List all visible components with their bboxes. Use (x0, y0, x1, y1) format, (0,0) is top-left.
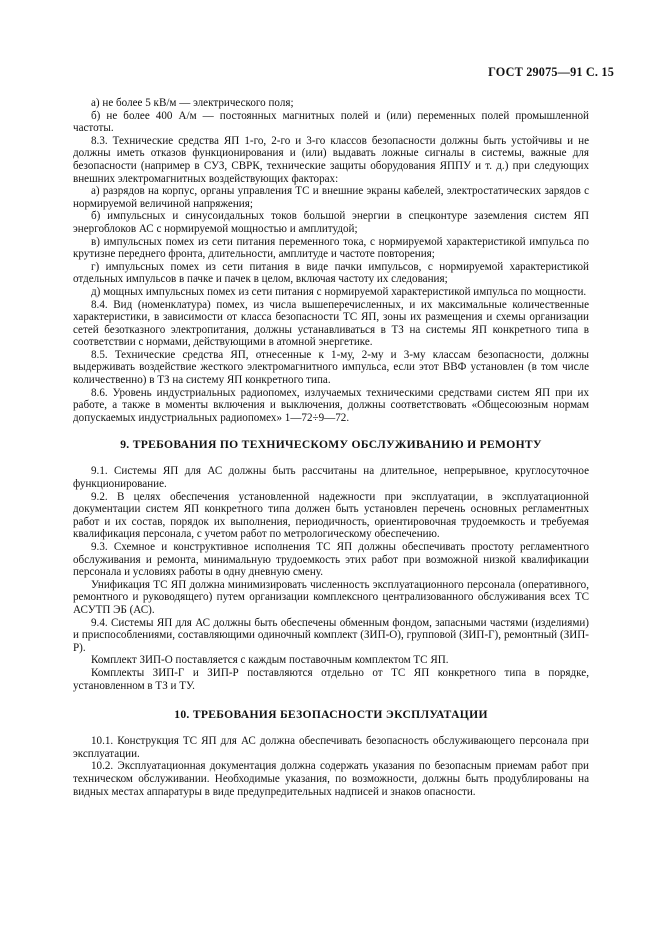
paragraph-8-4: 8.4. Вид (номенклатура) помех, из числа вышеперечисленных, и их максимальные количественные характеристики, в зависимости от класса безопасности ТС ЯП, зоны их размещения и схемы организации сетей безотказного электропитания, должны устанавливаться в ТЗ на системы ЯП конкретного типа в соответствии с нормами, действующими в атомной энергетике. (73, 298, 589, 349)
paragraph-9-4-zip-g-r: Комплекты ЗИП-Г и ЗИП-Р поставляются отдельно от ТС ЯП конкретного типа в порядке, установленном в ТЗ и ТУ. (73, 666, 589, 692)
paragraph-8-3-d: д) мощных импульсных помех из сети питания с нормируемой характеристикой импульса по мощности. (91, 285, 587, 298)
page-content (73, 97, 589, 798)
paragraph-10-1: 10.1. Конструкция ТС ЯП для АС должна обеспечивать безопасность обслуживающего персонала при эксплуатации. (73, 735, 589, 760)
paragraph-9-3-unification: Унификация ТС ЯП должна минимизировать численность эксплуатационного персонала (оперативного, ремонтного и руководящего) путем организации комплексного централизованного обслуживания всех ТС АСУТП ЭБ (АС). (73, 578, 589, 616)
paragraph-8-3-v: в) импульсных помех из сети питания переменного тока, с нормируемой характеристикой импульса по крутизне переднего фронта, длительности, амплитуде и частоте повторения; (73, 235, 589, 261)
paragraph-8-3: 8.3. Технические средства ЯП 1-го, 2-го и 3-го классов безопасности должны быть устойчивы и не должны иметь отказов функционирования и (или) выдавать ложные сигналы в системы, важные для безопасности (например в СУЗ, СВРК, технические защиты оборудования ЯППУ и т. д.) при следующих внешних электромагнитных воздействующих факторах: (73, 134, 589, 185)
paragraph-8-item-b: б) не более 400 А/м — постоянных магнитных полей и (или) переменных полей промышленной частоты. (73, 109, 589, 135)
paragraph-8-3-g: г) импульсных помех из сети питания в виде пачки импульсов, с нормируемой характеристикой отдельных импульсов в пачке и пачек в целом, включая частоту их следования; (73, 260, 589, 286)
paragraph-9-3: 9.3. Схемное и конструктивное исполнения ТС ЯП должны обеспечивать простоту регламентного обслуживания и ремонта, минимальную трудоемкость этих работ при возможной низкой квалификации персонала и условиях работы в одну дневную смену. (73, 541, 589, 579)
paragraph-8-item-a: а) не более 5 кВ/м — электрического поля; (91, 97, 294, 109)
section-9-heading: 9. ТРЕБОВАНИЯ ПО ТЕХНИЧЕСКОМУ ОБСЛУЖИВАНИЮ И РЕМОНТУ (120, 438, 542, 452)
paragraph-8-3-a: а) разрядов на корпус, органы управления ТС и внешние экраны кабелей, электростатических зарядов с нормируемой величиной напряжения; (73, 185, 589, 210)
paragraph-9-1: 9.1. Системы ЯП для АС должны быть рассчитаны на длительное, непрерывное, круглосуточное функционирование. (73, 465, 589, 491)
section-10 (73, 735, 589, 798)
paragraph-8-5: 8.5. Технические средства ЯП, отнесенные к 1-му, 2-му и 3-му классам безопасности, должны выдерживать воздействие жесткого электромагнитного импульса, если этот ВВФ установлен (в том числе количественно) в ТЗ на систему ЯП конкретного типа. (73, 348, 589, 387)
section-9 (73, 465, 589, 692)
section-10-heading: 10. ТРЕБОВАНИЯ БЕЗОПАСНОСТИ ЭКСПЛУАТАЦИИ (174, 708, 488, 722)
paragraph-8-3-b: б) импульсных и синусоидальных токов большой энергии в спецконтуре заземления систем ЯП энергоблоков АС с нормируемой мощностью и амплитудой; (73, 210, 589, 235)
paragraph-10-2: 10.2. Эксплуатационная документация должна содержать указания по безопасным приемам работ при техническом обслуживании. Необходимые указания, по возможности, должны быть продублированы на видных местах аппаратуры в виде предупредительных надписей и знаков опасности. (73, 760, 589, 798)
paragraph-8-6: 8.6. Уровень индустриальных радиопомех, излучаемых техническими средствами систем ЯП при их работе, а также в моменты включения и выключения, должны соответствовать «Общесоюзным нормам допускаемых индустриальных радиопомех» 1—72÷9—72. (73, 386, 589, 424)
paragraph-9-2: 9.2. В целях обеспечения установленной надежности при эксплуатации, в эксплуатационной документации систем ЯП конкретного типа должен быть установлен перечень основных регламентных работ и их состав, порядок их выполнения, периодичность, ориентировочная трудоемкость и требуемая квалификация персонала, с учетом работ по метрологическому обеспечению. (73, 490, 589, 541)
paragraph-9-4: 9.4. Системы ЯП для АС должны быть обеспечены обменным фондом, запасными частями (изделиями) и приспособлениями, составляющими одиночный комплект (ЗИП-О), групповой (ЗИП-Г), ремонтный (ЗИП-Р). (73, 616, 589, 654)
section-8-continuation (73, 97, 589, 424)
page-header: ГОСТ 29075—91 С. 15 (488, 65, 614, 79)
paragraph-9-4-zip-o: Комплект ЗИП-О поставляется с каждым поставочным комплектом ТС ЯП. (91, 654, 449, 667)
